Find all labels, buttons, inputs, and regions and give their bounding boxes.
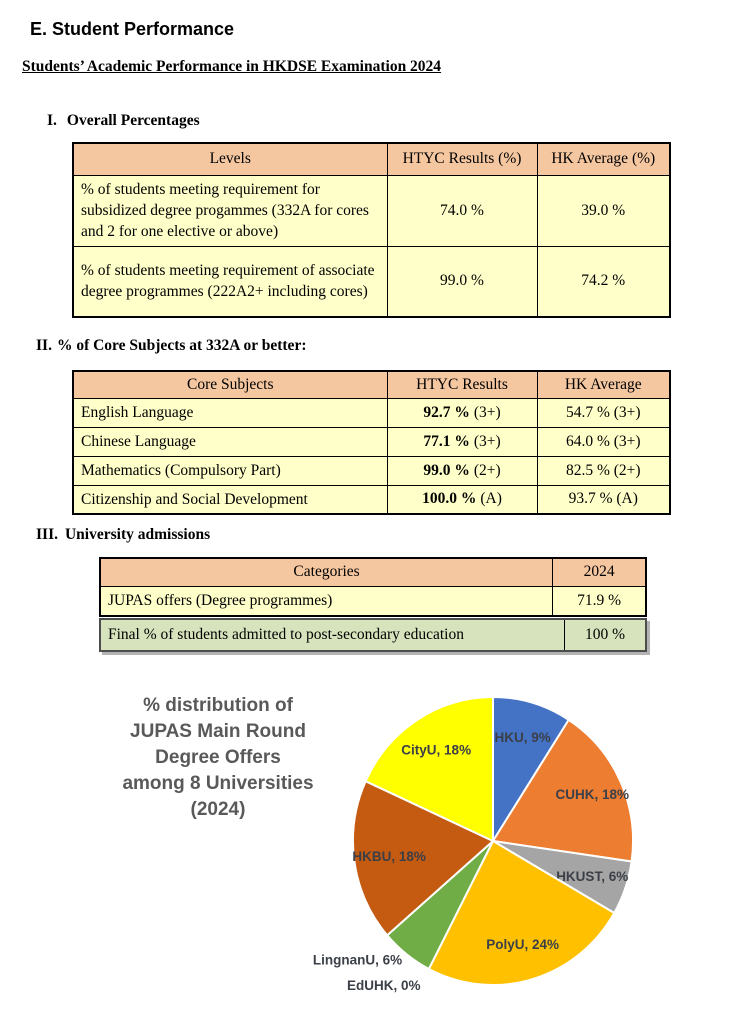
- pie-label-hkust: HKUST, 6%: [556, 868, 629, 884]
- chart-title-line: % distribution of: [143, 695, 293, 716]
- htyc-grade: (A): [480, 490, 502, 508]
- section-title: Overall Percentages: [66, 112, 200, 129]
- chart-title-line: among 8 Universities (2024): [122, 773, 314, 820]
- pie-label-hku: HKU, 9%: [494, 729, 551, 745]
- col-header-categories: Categories: [100, 558, 553, 586]
- htyc-percent: 92.7 %: [423, 403, 470, 421]
- subject-label: Mathematics (Compulsory Part): [73, 456, 387, 485]
- section-heading-core-subjects: [36, 337, 306, 355]
- col-header-hk: HK Average (%): [537, 143, 670, 175]
- pie-chart-section: [0, 675, 731, 1024]
- row-label: % of students meeting requirement of associate degree programmes (222A2+ including cores): [73, 246, 387, 317]
- core-subjects-table: [72, 370, 671, 515]
- col-header-levels: Levels: [73, 143, 387, 175]
- row-label: % of students meeting requirement for subsidized degree progammes (332A for cores and 2 for one elective or above): [73, 175, 387, 246]
- university-admissions-table-wrap: [99, 557, 647, 652]
- htyc-value: [387, 456, 537, 485]
- subject-label: Chinese Language: [73, 427, 387, 456]
- htyc-value: [387, 485, 537, 514]
- htyc-value: 74.0 %: [387, 175, 537, 246]
- pie-label-eduhk: EdUHK, 0%: [346, 978, 421, 994]
- page-subtitle: Students’ Academic Performance in HKDSE Examination 2024: [22, 58, 442, 75]
- final-admission-row: [99, 618, 647, 652]
- section-number: II.: [36, 337, 52, 354]
- section-number: III.: [36, 526, 58, 543]
- pie-label-polyu: PolyU, 24%: [486, 937, 559, 953]
- overall-percentages-table-wrap: [72, 142, 671, 318]
- section-number: I.: [47, 112, 57, 129]
- hk-value: 54.7 % (3+): [537, 398, 670, 427]
- table-row: [73, 175, 670, 246]
- htyc-grade: (3+): [473, 432, 501, 450]
- table-header-row: [100, 558, 646, 586]
- table-row: [73, 246, 670, 317]
- htyc-value: 99.0 %: [387, 246, 537, 317]
- pie-label-lingnanu: LingnanU, 6%: [312, 952, 403, 968]
- category-label: Final % of students admitted to post-secondary education: [108, 626, 464, 643]
- core-subjects-table-wrap: [72, 370, 671, 515]
- hk-value: 93.7 % (A): [537, 485, 670, 514]
- page-title: E. Student Performance: [30, 19, 235, 39]
- section-heading-overall: [47, 112, 200, 130]
- pie-chart: [0, 675, 731, 1024]
- subject-label: Citizenship and Social Development: [73, 485, 387, 514]
- pie-label-hkbu: HKBU, 18%: [352, 848, 426, 864]
- htyc-grade: (2+): [473, 461, 501, 479]
- hk-value: 82.5 % (2+): [537, 456, 670, 485]
- hk-value: 39.0 %: [537, 175, 670, 246]
- htyc-percent: 99.0 %: [423, 461, 470, 479]
- table-row: [73, 398, 670, 427]
- col-header-2024: 2024: [553, 558, 646, 586]
- table-header-row: [73, 143, 670, 175]
- table-row: [73, 485, 670, 514]
- col-header-htyc: HTYC Results: [387, 371, 537, 398]
- section-title: University admissions: [64, 526, 211, 543]
- col-header-hk: HK Average: [537, 371, 670, 398]
- hk-value: 74.2 %: [537, 246, 670, 317]
- overall-percentages-table: [72, 142, 671, 318]
- htyc-value: [387, 427, 537, 456]
- htyc-percent: 77.1 %: [423, 432, 470, 450]
- table-header-row: [73, 371, 670, 398]
- section-heading-university-admissions: [36, 526, 210, 544]
- col-header-core-subjects: Core Subjects: [73, 371, 387, 398]
- table-row: [100, 586, 646, 616]
- subject-label: English Language: [73, 398, 387, 427]
- htyc-percent: 100.0 %: [422, 490, 477, 508]
- category-value: 71.9 %: [553, 586, 646, 616]
- pie-label-cityu: CityU, 18%: [401, 742, 472, 758]
- category-value: 100 %: [564, 620, 645, 650]
- category-label: JUPAS offers (Degree programmes): [100, 586, 553, 616]
- section-title: % of Core Subjects at 332A or better:: [56, 337, 307, 354]
- table-row: [73, 456, 670, 485]
- hk-value: 64.0 % (3+): [537, 427, 670, 456]
- pie-label-cuhk: CUHK, 18%: [555, 786, 630, 802]
- university-admissions-table: [99, 557, 647, 617]
- htyc-grade: (3+): [473, 403, 501, 421]
- chart-title-line: JUPAS Main Round Degree Offers: [130, 721, 306, 768]
- table-row: [73, 427, 670, 456]
- htyc-value: [387, 398, 537, 427]
- col-header-htyc: HTYC Results (%): [387, 143, 537, 175]
